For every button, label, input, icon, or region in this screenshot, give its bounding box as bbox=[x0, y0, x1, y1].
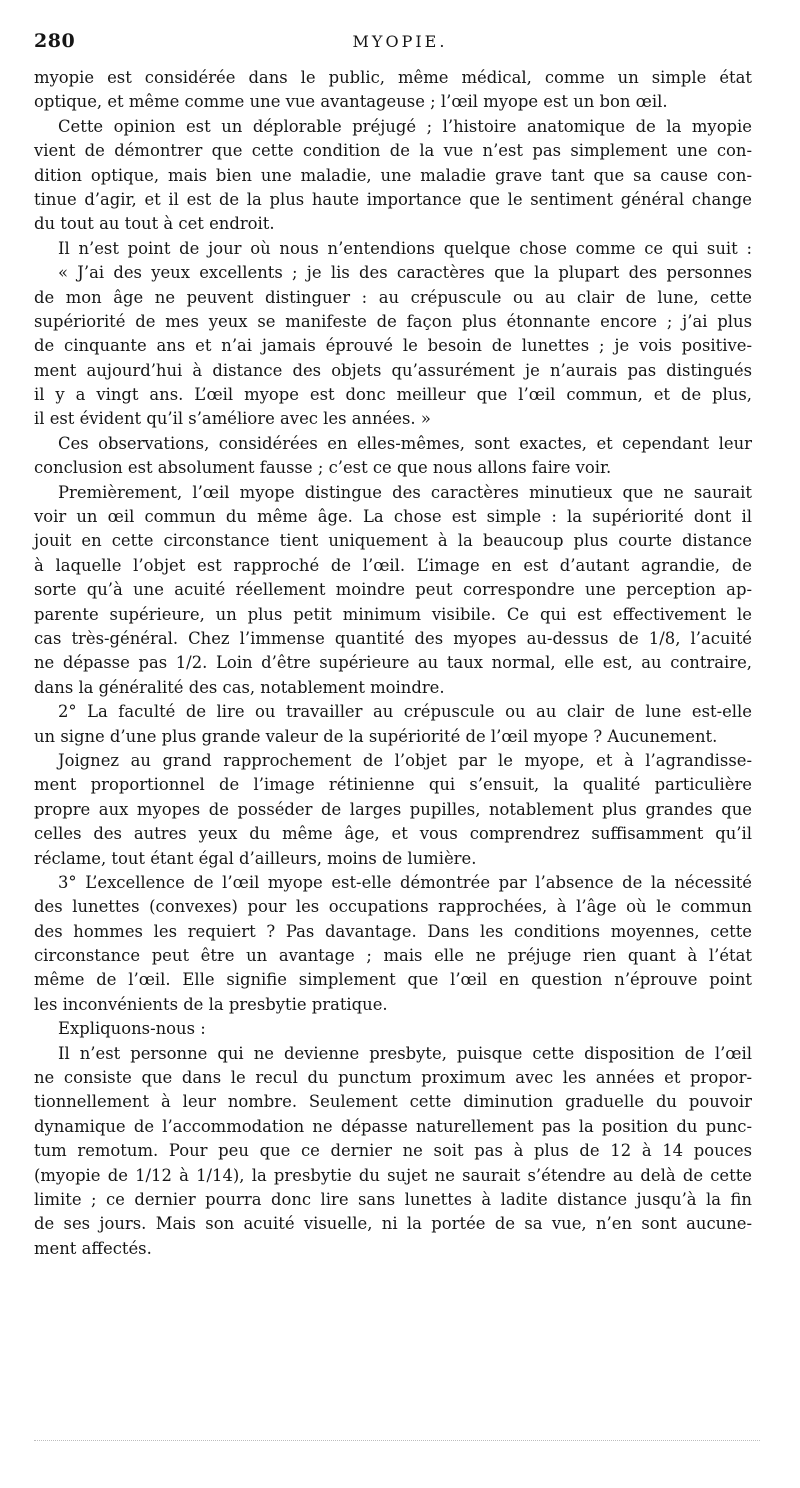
page-number: 280 bbox=[34, 30, 76, 52]
text-line: un signe d’une plus grande valeur de la supériorité de l’œil myope ? Aucunement. bbox=[34, 726, 718, 746]
text-line: de cinquante ans et n’ai jamais éprouvé le besoin de lunettes ; je vois positive- bbox=[34, 336, 752, 356]
running-title: MYOPIE. bbox=[352, 32, 448, 51]
text-line: celles des autres yeux du même âge, et vous comprendrez suffisamment qu’il bbox=[34, 824, 752, 844]
text-line: tionnellement à leur nombre. Seulement cette diminution graduelle du pouvoir bbox=[34, 1092, 752, 1112]
text-line: même de l’œil. Elle signifie simplement que l’œil en question n’éprouve point bbox=[34, 970, 752, 990]
text-line: de ses jours. Mais son acuité visuelle, ni la portée de sa vue, n’en sont aucune- bbox=[34, 1214, 752, 1234]
text-line: parente supérieure, un plus petit minimum visibile. Ce qui est effectivement le bbox=[34, 604, 752, 624]
text-line: Il n’est personne qui ne devienne presbyte, puisque cette disposition de l’œil bbox=[58, 1043, 752, 1063]
footer-rule bbox=[34, 1440, 760, 1441]
text-line: sorte qu’à une acuité réellement moindre peut correspondre une perception ap- bbox=[34, 580, 752, 600]
text-line: tinue d’agir, et il est de la plus haute importance que le sentiment général change bbox=[34, 189, 752, 209]
text-line: 2° La faculté de lire ou travailler au crépuscule ou au clair de lune est-elle bbox=[58, 702, 752, 722]
text-line: à laquelle l’objet est rapproché de l’œil. L’image en est d’autant agrandie, de bbox=[34, 555, 752, 575]
text-line: jouit en cette circonstance tient uniquement à la beaucoup plus courte distance bbox=[34, 531, 752, 551]
text-line: cas très-général. Chez l’immense quantité des myopes au-dessus de 1/8, l’acuité bbox=[34, 628, 752, 648]
text-line: Premièrement, l’œil myope distingue des caractères minutieux que ne saurait bbox=[58, 482, 752, 502]
text-line: Il n’est point de jour où nous n’entendions quelque chose comme ce qui suit : bbox=[58, 238, 752, 258]
text-line: limite ; ce dernier pourra donc lire sans lunettes à ladite distance jusqu’à la fin bbox=[34, 1189, 752, 1209]
text-line: conclusion est absolument fausse ; c’est ce que nous allons faire voir. bbox=[34, 458, 612, 478]
text-line: dans la généralité des cas, notablement moindre. bbox=[34, 677, 445, 697]
text-line: Joignez au grand rapprochement de l’objet par le myope, et à l’agrandisse- bbox=[58, 750, 752, 770]
text-line: de mon âge ne peuvent distinguer : au crépuscule ou au clair de lune, cette bbox=[34, 287, 752, 307]
page-header bbox=[34, 30, 766, 62]
text-line: tum remotum. Pour peu que ce dernier ne soit pas à plus de 12 à 14 pouces bbox=[34, 1141, 752, 1161]
text-line: ment aujourd’hui à distance des objets qu’assurément je n’aurais pas distingués bbox=[34, 360, 752, 380]
text-line: ne dépasse pas 1/2. Loin d’être supérieure au taux normal, elle est, au contraire, bbox=[34, 653, 752, 673]
text-line: il y a vingt ans. L’œil myope est donc meilleur que l’œil commun, et de plus, bbox=[34, 385, 752, 405]
text-line: il est évident qu’il s’améliore avec les années. » bbox=[34, 409, 431, 429]
text-line: 3° L’excellence de l’œil myope est-elle démontrée par l’absence de la nécessité bbox=[58, 872, 752, 892]
text-line: ment affectés. bbox=[34, 1238, 152, 1258]
text-line: des hommes les requiert ? Pas davantage. Dans les conditions moyennes, cette bbox=[34, 921, 752, 941]
text-line: Expliquons-nous : bbox=[58, 1019, 206, 1039]
body-text bbox=[34, 66, 752, 1261]
text-line: Ces observations, considérées en elles-mêmes, sont exactes, et cependant leur bbox=[58, 433, 752, 453]
text-line: myopie est considérée dans le public, même médical, comme un simple état bbox=[34, 68, 752, 87]
text-line: les inconvénients de la presbytie pratique. bbox=[34, 994, 388, 1014]
text-line: dition optique, mais bien une maladie, une maladie grave tant que sa cause con- bbox=[34, 165, 752, 185]
text-line: « J’ai des yeux excellents ; je lis des caractères que la plupart des personnes bbox=[58, 263, 752, 283]
text-line: des lunettes (convexes) pour les occupations rapprochées, à l’âge où le commun bbox=[34, 897, 752, 917]
text-line: Cette opinion est un déplorable préjugé ; l’histoire anatomique de la myopie bbox=[58, 116, 752, 136]
text-line: voir un œil commun du même âge. La chose est simple : la supériorité dont il bbox=[34, 507, 752, 527]
text-line: (myopie de 1/12 à 1/14), la presbytie du sujet ne saurait s’étendre au delà de cette bbox=[34, 1165, 752, 1185]
text-line: vient de démontrer que cette condition de la vue n’est pas simplement une con- bbox=[34, 141, 752, 161]
text-line: réclame, tout étant égal d’ailleurs, moins de lumière. bbox=[34, 848, 477, 868]
text-line: du tout au tout à cet endroit. bbox=[34, 214, 275, 234]
text-line: supériorité de mes yeux se manifeste de façon plus étonnante encore ; j’ai plus bbox=[34, 311, 752, 331]
text-line: propre aux myopes de posséder de larges pupilles, notablement plus grandes que bbox=[34, 799, 752, 819]
text-line: optique, et même comme une vue avantageuse ; l’œil myope est un bon œil. bbox=[34, 92, 668, 112]
text-line: circonstance peut être un avantage ; mais elle ne préjuge rien quant à l’état bbox=[34, 946, 752, 966]
text-line: ne consiste que dans le recul du punctum proximum avec les années et propor- bbox=[34, 1068, 752, 1088]
text-line: dynamique de l’accommodation ne dépasse naturellement pas la position du punc- bbox=[34, 1116, 752, 1136]
text-line: ment proportionnel de l’image rétinienne qui s’ensuit, la qualité particulière bbox=[34, 775, 752, 795]
